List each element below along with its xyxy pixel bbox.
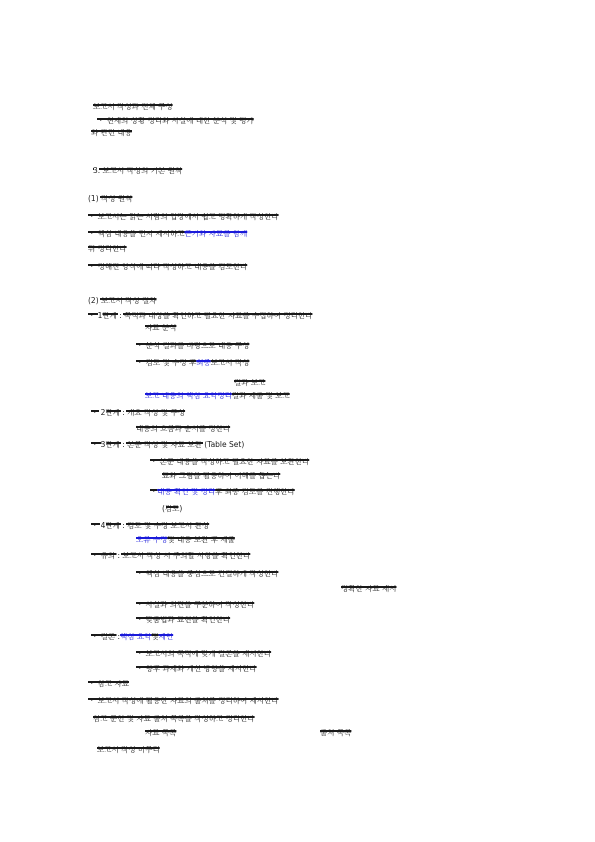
text-segment: 결과 보고 [234,379,266,387]
text-segment: ㆍ 결론 : [91,633,121,641]
text-segment: 와 관련 내용 [91,129,132,137]
text-segment: 뒤 정리한다 [88,245,127,253]
text-segment: 참고 문헌 및 자료 출처 목록을 작성하고 정리한다 [93,715,255,723]
text-line [91,409,274,417]
text-line [145,324,215,332]
text-line [136,650,319,658]
text-line [136,616,361,624]
text-line [91,522,434,530]
highlighted-text: 근거와 자료를 함께 [184,230,248,238]
text-line [91,441,465,449]
text-segment: ㆍ 3단계 : 본문 작성 및 자료 보완 (Table Set) [91,441,245,449]
text-line [136,665,368,673]
text-segment: 결과 제출 및 보고 [231,392,290,400]
text-segment: 보고서 작성 [210,359,250,367]
text-segment: 정확한 자료 제시 [341,585,397,593]
text-line [88,680,183,688]
text-line [341,585,454,593]
text-line [150,488,472,496]
text-segment: ㆍ 핵심 내용을 중심으로 간결하게 작성한다 [136,570,279,578]
text-line [145,392,435,400]
text-line [150,458,472,466]
highlighted-text: 정리 [217,392,232,400]
text-segment: ㆍ [150,488,158,496]
text-line [97,746,185,754]
text-segment: ㆍ 보고서는 읽는 사람의 입장에서 쉽고 명확하게 작성한다 [88,213,279,221]
text-segment: ㆍ 유의 : 보고서 작성 시 주의할 사항을 확인한다 [91,552,251,560]
text-line [88,297,233,305]
text-line [97,117,362,125]
text-segment: 보고서 작성과 전체 구성 [93,103,173,111]
text-segment: ㆍ 맞춤법과 표현을 확인한다 [136,616,231,624]
highlighted-text: 제언 [158,633,174,641]
text-segment: ㆍ 보고서의 목적에 맞게 결론을 제시한다 [136,650,272,658]
text-line [93,167,226,175]
text-segment: ㆍ 보고서 작성에 활용한 자료의 출처를 정리하여 제시한다 [88,697,279,705]
text-segment: ㆍ 4단계 : 검토 및 수정 보고서 완성 [91,522,210,530]
text-line [88,213,513,221]
text-segment: (검토) [162,505,183,513]
text-segment: ㆍ 2단계 : 개요 작성 및 구성 [91,409,186,417]
text-segment: 자료 목록 [145,729,177,737]
text-line [88,263,395,271]
highlighted-text: 오류 수정 [136,536,168,544]
text-segment: ㆍ 1단계 : 목적과 대상을 확인하고 필요한 자료를 수집하여 정리한다 [88,312,313,320]
highlighted-text: 핵심 요약 [120,633,152,641]
text-line [91,633,344,641]
text-segment: ㆍ 본문 내용을 작성하고 필요한 자료를 보완한다 [150,458,310,466]
text-line [93,103,226,111]
text-segment: ㆍ 분석 결과를 바탕으로 내용 구성 [136,342,250,350]
text-segment: 후 최종 검토를 진행한다 [215,488,295,496]
text-segment: 표와 그림을 활용하여 이해를 돕는다 [162,472,281,480]
text-line [136,359,443,367]
text-segment: ㆍ 사실과 의견을 구분하여 작성한다 [136,601,255,609]
text-segment: ㆍ 참고 자료 [88,680,129,688]
text-line [88,195,140,203]
text-line [136,425,304,433]
text-line [136,601,399,609]
highlighted-text: 내용 확인 및 정리 [157,488,216,496]
text-line [136,536,321,544]
text-segment: 내용의 흐름과 순서를 정한다 [136,425,231,433]
text-line [162,472,332,480]
text-line [88,697,430,705]
text-line [145,729,230,737]
text-segment: 보고서 작성 마무리 [97,746,160,754]
text-segment: 및 [151,633,159,641]
text-line [320,729,405,737]
text-segment: ㆍ 핵심 내용을 먼저 제시하고 [88,230,185,238]
text-segment: ㆍ 검토 및 수정 후 [136,359,197,367]
text-line [162,505,210,513]
highlighted-text: 최종 [196,359,211,367]
text-segment: 출처 목록 [320,729,352,737]
text-segment: 3. 보고서 작성의 기본 원칙 [93,167,183,175]
text-line [88,245,136,253]
text-segment: ㆍ 현재의 상황 정리와 사실에 대한 분석 및 평가 [97,117,254,125]
text-line [136,570,406,578]
text-segment: 자료 분석 [145,324,177,332]
text-line [93,715,443,723]
text-segment: 및 내용 보완 후 제출 [167,536,235,544]
text-segment: (2) 보고서 작성 절차 [88,297,157,305]
text-segment: ㆍ 정해진 양식에 따라 작성하고 내용을 검토한다 [88,263,248,271]
text-line [88,312,513,320]
highlighted-text: 보고 내용의 핵심 요약 [145,392,218,400]
text-segment: (1) 작성 원칙 [88,195,133,203]
text-line [234,379,456,387]
text-line [91,129,153,137]
text-line [91,552,383,560]
text-line [136,342,331,350]
text-line [88,230,358,238]
text-segment: ㆍ 향후 과제와 개선 방향을 제시한다 [136,665,257,673]
